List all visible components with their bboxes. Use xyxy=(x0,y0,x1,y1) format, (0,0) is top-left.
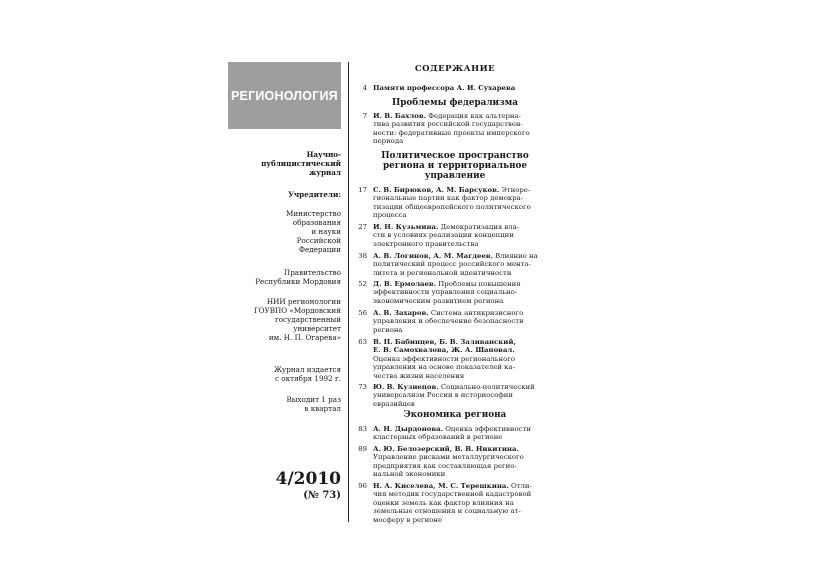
page-number: 89 xyxy=(358,445,367,453)
entry-title: Федерация как альтерна- xyxy=(426,112,521,120)
page-number: 83 xyxy=(358,425,367,433)
issue-serial: (№ 73) xyxy=(303,490,341,501)
entry-author: С. В. Бирюков, А. М. Барсуков. xyxy=(373,186,500,194)
entry-author: А. Ю. Белозерский, В. В. Никитина. xyxy=(373,445,519,453)
entry-author: А. В. Захаров. xyxy=(373,309,429,317)
page-number: 96 xyxy=(358,482,367,490)
entry-author: Ю. В. Кузнецов. xyxy=(373,383,439,391)
founder-government: Правительство Республики Мордовия xyxy=(255,268,341,286)
entry-author: В. П. Бабинцев, Б. В. Заливанский, xyxy=(373,338,516,346)
page-number: 7 xyxy=(362,112,367,120)
founder-institute: НИИ регионологии ГОУВПО «Мордовский государственный университет им. Н. П. Огарева» xyxy=(253,297,341,342)
entry-author: А. В. Логинов, А. М. Магдеев. xyxy=(373,252,493,260)
entry-author: Н. А. Киселева, М. С. Терешкина. xyxy=(373,482,509,490)
masthead-column xyxy=(228,62,341,512)
page-number: 17 xyxy=(358,186,367,194)
founders-label: Учредители: xyxy=(288,190,341,199)
journal-title-box xyxy=(228,62,341,129)
toc-title: СОДЕРЖАНИЕ xyxy=(414,64,496,74)
issue-number: 4/2010 xyxy=(275,469,341,489)
journal-title: РЕГИОНОЛОГИЯ xyxy=(231,88,338,103)
page-number: 38 xyxy=(358,252,367,260)
entry-text: Памяти профессора А. И. Сухарева xyxy=(373,84,516,92)
journal-type: Научно- публицистический журнал xyxy=(261,150,341,177)
entry-author: Д. В. Ермолаев. xyxy=(373,280,437,288)
page-number: 73 xyxy=(358,383,367,391)
entry-author: И. В. Бахлов. xyxy=(373,112,427,120)
section-title-federalism: Проблемы федерализма xyxy=(391,98,519,108)
frequency: Выходит 1 раз в квартал xyxy=(286,395,341,413)
entry-author: А. Н. Дырдонова. xyxy=(373,425,444,433)
page-number: 27 xyxy=(358,223,367,231)
page-number: 63 xyxy=(358,338,367,346)
page-number: 56 xyxy=(358,309,367,317)
page-number: 52 xyxy=(358,280,367,288)
column-divider xyxy=(348,62,349,522)
page-number: 4 xyxy=(362,84,367,92)
entry-author: И. Н. Кузьмина. xyxy=(373,223,439,231)
entry-author: Е. В. Самохвалова, Ж. А. Шаповал. xyxy=(373,346,515,355)
published-since: Журнал издается с октября 1992 г. xyxy=(273,365,341,383)
section-title-economy: Экономика региона xyxy=(403,410,507,420)
founder-ministry: Министерство образования и науки Российской Федерации xyxy=(286,209,341,254)
section-title-political-space: Политическое пространство региона и территориальное управление xyxy=(381,151,529,181)
